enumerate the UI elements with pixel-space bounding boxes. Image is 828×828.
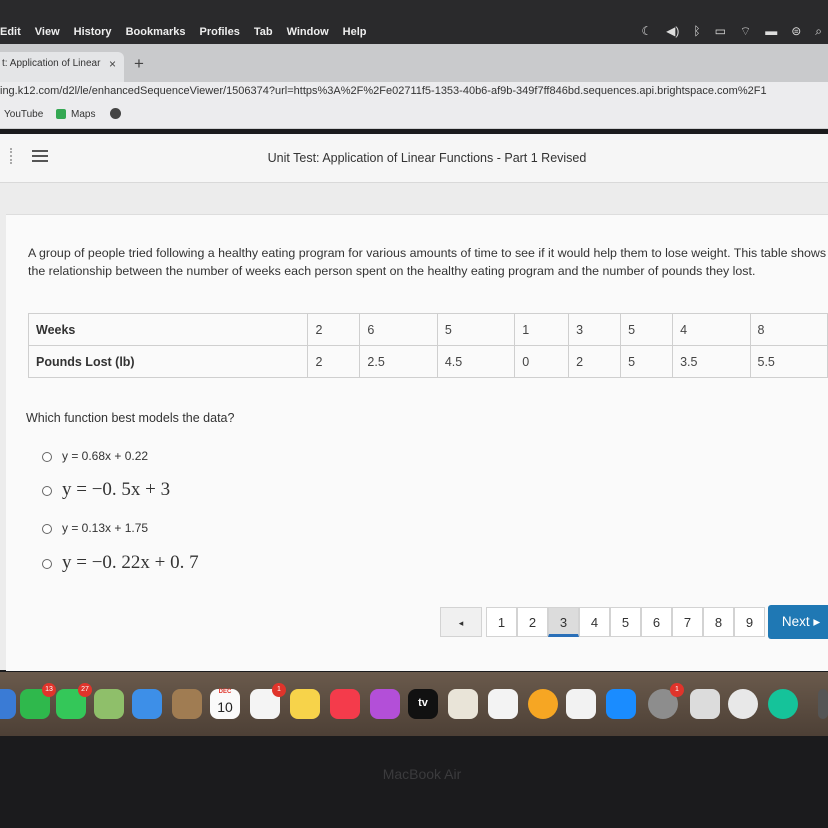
table-cell: 6 [360, 314, 437, 346]
badge: 13 [42, 683, 56, 697]
option-label: y = 0.68x + 0.22 [62, 449, 149, 463]
news-icon[interactable] [566, 689, 596, 719]
moon-icon[interactable]: ☾ [641, 24, 653, 38]
question-prompt: Which function best models the data? [26, 411, 235, 425]
finder-icon[interactable] [0, 689, 16, 719]
badge: 1 [272, 683, 286, 697]
menu-edit[interactable]: Edit [0, 26, 21, 38]
macos-menubar [0, 0, 828, 44]
page-button[interactable]: 7 [672, 607, 703, 637]
radio-button[interactable] [42, 559, 52, 569]
new-tab-button[interactable]: + [134, 54, 144, 73]
table-cell: 5.5 [750, 346, 828, 378]
radio-button[interactable] [42, 486, 52, 496]
search-icon[interactable]: ⌕ [815, 24, 822, 38]
pagination [440, 607, 765, 637]
question-text: A group of people tried following a healthy eating program for various amounts of time to see if it would help them to lose weight. This table shows the relationship between the number of weeks each person spent on the healthy eating program and the number of pounds they lost. [28, 246, 827, 278]
answer-option-1[interactable] [42, 449, 148, 463]
apple-tv-icon[interactable] [408, 689, 438, 719]
page-button-current[interactable]: 3 [548, 607, 579, 637]
answer-option-2[interactable] [42, 479, 170, 501]
menu-window[interactable]: Window [286, 26, 329, 38]
display-icon[interactable]: ▭ [714, 24, 726, 38]
table-cell: 2.5 [360, 346, 437, 378]
mail-icon[interactable] [132, 689, 162, 719]
bluetooth-icon[interactable]: ᛒ [693, 24, 701, 38]
maps-app-icon[interactable] [94, 689, 124, 719]
reminders-icon[interactable] [250, 686, 281, 719]
page-button[interactable]: 4 [579, 607, 610, 637]
status-icons [641, 24, 822, 39]
data-table [28, 313, 828, 378]
table-row [29, 314, 828, 346]
keynote-icon[interactable] [690, 689, 720, 719]
table-cell: 2 [308, 346, 360, 378]
d2l-header [0, 134, 828, 183]
trash-icon[interactable] [818, 689, 828, 719]
page-title: Unit Test: Application of Linear Functions - Part 1 Revised [267, 151, 587, 165]
notes-icon[interactable] [290, 689, 320, 719]
option-label: y = 0.13x + 1.75 [62, 521, 149, 535]
bookmark-maps[interactable] [56, 109, 95, 120]
maps-icon [56, 109, 66, 119]
table-cell: 5 [437, 314, 514, 346]
control-center-icon[interactable]: ⊜ [791, 24, 802, 38]
wifi-icon[interactable]: ⌔ [739, 24, 752, 38]
page-button[interactable]: 5 [610, 607, 641, 637]
contacts-icon[interactable] [172, 689, 202, 719]
radio-button[interactable] [42, 452, 52, 462]
grammarly-icon[interactable] [768, 689, 798, 719]
menu-history[interactable]: History [73, 26, 112, 38]
music-icon[interactable] [330, 689, 360, 719]
table-cell: 5 [621, 314, 673, 346]
calendar-day: 10 [217, 699, 233, 715]
row-header-pounds: Pounds Lost (lb) [29, 346, 308, 378]
table-cell: 8 [750, 314, 828, 346]
url-text: ing.k12.com/d2l/le/enhancedSequenceViewer/1506374?url=https%3A%2F%2Fe02711f5-1353-40b6-af9b-349f7ff846bd.sequences.api.brightspace.com%2F1 [0, 85, 767, 97]
menu-bookmarks[interactable]: Bookmarks [125, 26, 186, 38]
row-header-weeks: Weeks [29, 314, 308, 346]
photos-icon[interactable] [528, 689, 558, 719]
menu-view[interactable]: View [34, 26, 60, 38]
option-label: y = −0. 22x + 0. 7 [62, 552, 199, 573]
bookmark-youtube[interactable]: YouTube [4, 109, 44, 120]
globe-icon[interactable] [110, 108, 126, 119]
numbers-icon[interactable] [488, 689, 518, 719]
table-row [29, 346, 828, 378]
answer-option-3[interactable] [42, 521, 148, 535]
facetime-icon[interactable] [20, 686, 53, 719]
menu-tab[interactable]: Tab [253, 26, 273, 38]
option-label: y = −0. 5x + 3 [62, 479, 171, 500]
volume-icon[interactable]: ◀) [666, 24, 680, 38]
calendar-month: DEC [218, 689, 232, 695]
menu-help[interactable]: Help [342, 26, 367, 38]
next-button[interactable]: Next ▸ [768, 605, 828, 639]
pages-icon[interactable] [448, 689, 478, 719]
podcasts-icon[interactable] [370, 689, 400, 719]
menubar-menus [0, 26, 381, 38]
close-tab-icon[interactable]: × [108, 57, 116, 71]
page-content [0, 134, 828, 670]
table-cell: 5 [621, 346, 673, 378]
tv-label: tv [418, 697, 428, 709]
system-preferences-icon[interactable] [648, 686, 679, 719]
question-card [6, 214, 828, 671]
badge: 1 [670, 683, 684, 697]
bookmarks-bar [0, 104, 828, 129]
address-bar[interactable] [0, 82, 828, 104]
menu-profiles[interactable]: Profiles [199, 26, 240, 38]
device-label: MacBook Air [382, 766, 462, 782]
table-cell: 2 [569, 346, 621, 378]
table-cell: 3 [569, 314, 621, 346]
table-cell: 3.5 [673, 346, 750, 378]
page-button[interactable]: 9 [734, 607, 765, 637]
prev-page-button[interactable]: ◂ [440, 607, 482, 637]
calendar-icon[interactable] [210, 689, 240, 719]
page-button[interactable]: 2 [517, 607, 548, 637]
radio-button[interactable] [42, 524, 52, 534]
tab-title: t: Application of Linear [2, 58, 101, 69]
macos-dock [0, 672, 828, 736]
badge: 27 [78, 683, 92, 697]
chrome-icon[interactable] [728, 689, 758, 719]
browser-tab[interactable] [0, 52, 124, 82]
table-cell: 4.5 [437, 346, 514, 378]
table-cell: 4 [673, 314, 750, 346]
app-store-icon[interactable] [606, 689, 636, 719]
page-button[interactable]: 8 [703, 607, 734, 637]
answer-option-4[interactable] [42, 552, 199, 574]
table-cell: 0 [515, 346, 569, 378]
page-button[interactable]: 6 [641, 607, 672, 637]
messages-icon[interactable] [56, 686, 89, 719]
bookmark-maps-label: Maps [71, 109, 96, 120]
table-cell: 1 [515, 314, 569, 346]
table-cell: 2 [308, 314, 360, 346]
battery-icon[interactable]: ▬ [765, 24, 778, 38]
browser-tab-bar [0, 44, 828, 82]
page-button[interactable]: 1 [486, 607, 517, 637]
